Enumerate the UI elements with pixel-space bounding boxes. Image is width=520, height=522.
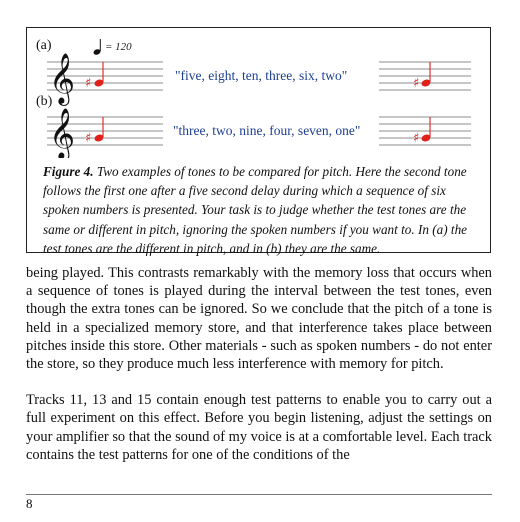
figure-4 <box>26 27 491 256</box>
figure-caption <box>43 162 483 258</box>
caption-text: Two examples of tones to be compared for pitch. Here the second tone follows the first one after a five second delay during which a sequence of six spoken numbers is presented. Your task is to judge whether the test tones are the same or different in pitch, ignoring the spoken numbers if you want to. In (a) the test tones are the different in pitch, and in (b) they are the same. <box>43 164 468 256</box>
figure-label: Figure 4. <box>43 164 94 179</box>
sharp-icon: ♯ <box>85 131 92 146</box>
quarter-note-icon <box>93 39 102 56</box>
sharp-icon: ♯ <box>413 76 420 91</box>
tone-note-a2 <box>413 62 431 91</box>
spoken-sequence-a: "five, eight, ten, three, six, two" <box>175 68 348 83</box>
tone-note-b1 <box>85 117 104 146</box>
footer-rule <box>26 494 492 495</box>
tone-note-b2 <box>413 117 431 146</box>
part-a-label: (a) <box>36 38 52 53</box>
page-number: 8 <box>26 496 33 511</box>
treble-clef-icon: 𝄞 <box>49 108 76 158</box>
paragraph-1: being played. This contrasts remarkably with the memory loss that occurs when a sequence of tones is played during the interval between the test tones, even though the extra tones can be ignored. So we conclude that the pitch of a tone is held in a specialized memory store, and that interference takes place between pitches inside this store. Other materials - such as spoken numbers - do not enter the store, so they produce much less interference with memory for pitch. <box>26 265 492 373</box>
tone-note-a1 <box>85 62 104 91</box>
treble-clef-icon: 𝄞 <box>49 53 76 104</box>
body-text <box>26 264 492 482</box>
tempo-marking: = 120 <box>105 41 132 53</box>
paragraph-2: Tracks 11, 13 and 15 contain enough test patterns to enable you to carry out a full experiment on this effect. Before you begin listening, adjust the settings on your amplifier so that the sound of my voice is at a comfortable level. Each track contains the test patterns for one of the conditions of the <box>26 392 492 463</box>
sharp-icon: ♯ <box>413 131 420 146</box>
spoken-sequence-b: "three, two, nine, four, seven, one" <box>173 123 361 138</box>
part-b-label: (b) <box>36 94 53 109</box>
sharp-icon: ♯ <box>85 76 92 91</box>
